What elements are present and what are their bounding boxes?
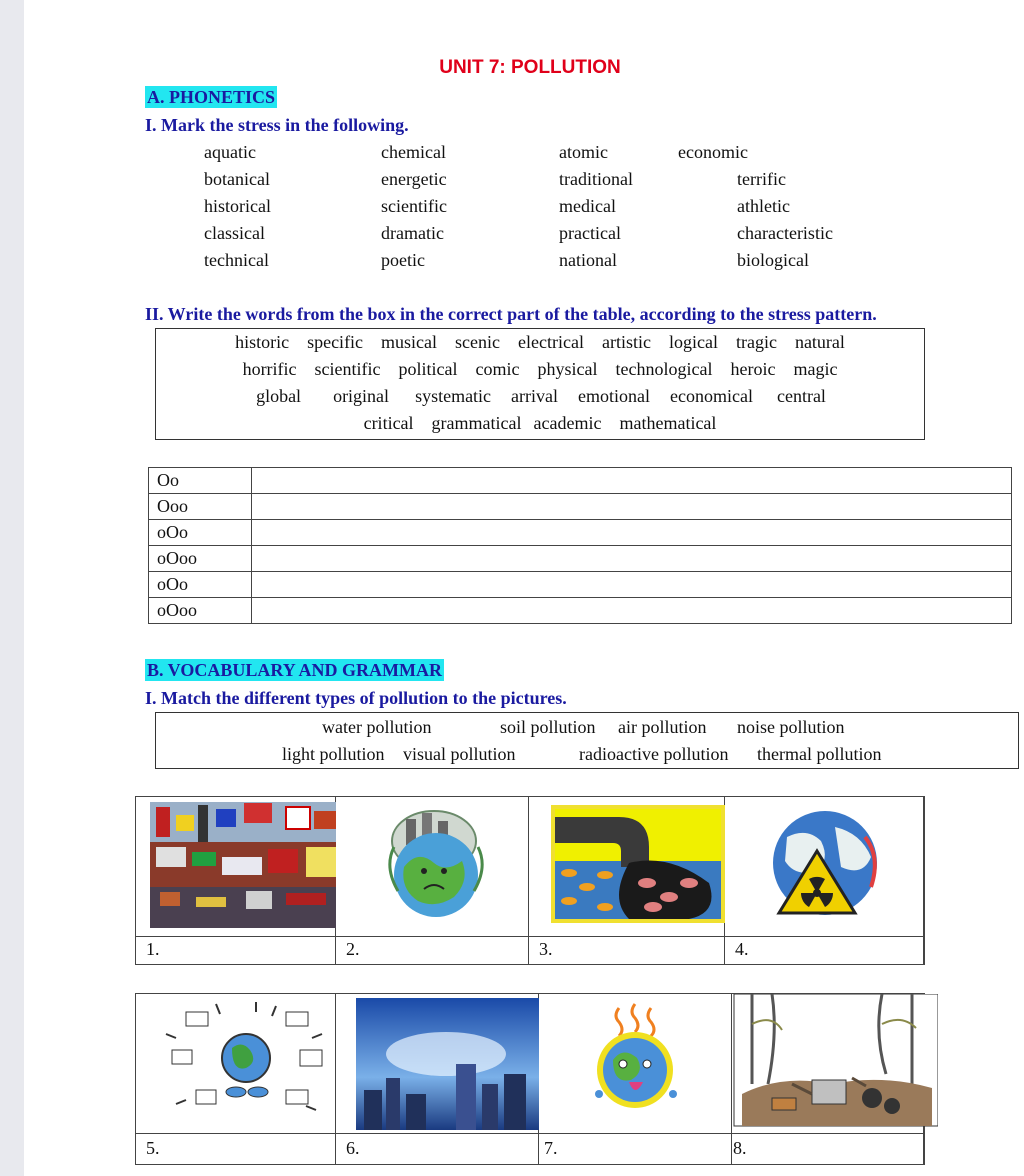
table-row — [149, 520, 1012, 546]
word: technical — [204, 250, 269, 270]
stress-pattern-table — [148, 467, 1012, 624]
pollution-type: visual pollution — [403, 744, 516, 764]
word: national — [559, 250, 617, 270]
word: characteristic — [737, 223, 833, 243]
pattern-cell: oOoo — [149, 598, 252, 624]
table-row — [149, 494, 1012, 520]
pattern-cell: oOoo — [149, 546, 252, 572]
word: specific — [307, 332, 364, 352]
radioactive-pollution-picture — [725, 797, 924, 935]
word: electrical — [518, 332, 584, 352]
picture-number: 2. — [346, 939, 360, 959]
word: chemical — [381, 142, 446, 162]
word: technological — [615, 359, 713, 379]
word: biological — [737, 250, 809, 270]
word: scenic — [455, 332, 501, 352]
pattern-cell: Ooo — [149, 494, 252, 520]
picture-cell-8 — [732, 994, 924, 1164]
answer-cell[interactable] — [252, 572, 1012, 598]
word: energetic — [381, 169, 447, 189]
word: grammatical — [431, 413, 522, 433]
table-row — [149, 572, 1012, 598]
word: classical — [204, 223, 265, 243]
section-b-label: B. VOCABULARY AND GRAMMAR — [147, 660, 443, 680]
page-title: UNIT 7: POLLUTION — [439, 57, 621, 78]
word: economic — [678, 142, 748, 162]
picture-cell-7 — [539, 994, 732, 1164]
word: athletic — [737, 196, 790, 216]
word-box-row — [156, 359, 924, 380]
word: academic — [533, 413, 602, 433]
picture-grid-2 — [135, 993, 925, 1165]
picture-cell-1 — [136, 797, 336, 964]
picture-number: 6. — [346, 1138, 360, 1158]
pattern-cell: Oo — [149, 468, 252, 494]
word: magic — [793, 359, 838, 379]
word: artistic — [601, 332, 651, 352]
pattern-cell: oOo — [149, 572, 252, 598]
picture-number: 1. — [146, 939, 160, 959]
word: dramatic — [381, 223, 444, 243]
thermal-pollution-picture — [539, 994, 732, 1132]
word: medical — [559, 196, 616, 216]
soil-pollution-picture — [732, 994, 938, 1132]
light-pollution-picture — [336, 994, 539, 1132]
picture-number: 3. — [539, 939, 553, 959]
picture-cell-3 — [529, 797, 725, 964]
word: musical — [381, 332, 438, 352]
word: poetic — [381, 250, 425, 270]
word: arrival — [511, 386, 559, 406]
answer-cell[interactable] — [252, 468, 1012, 494]
water-pollution-picture — [529, 797, 725, 935]
word: logical — [668, 332, 718, 352]
visual-pollution-picture — [136, 797, 336, 935]
pattern-cell: oOo — [149, 520, 252, 546]
word: systematic — [415, 386, 492, 406]
word-box-row — [156, 413, 924, 434]
word: practical — [559, 223, 621, 243]
picture-cell-6 — [336, 994, 539, 1164]
word: scientific — [314, 359, 381, 379]
pollution-type: water pollution — [322, 717, 432, 737]
answer-cell[interactable] — [252, 520, 1012, 546]
word: political — [398, 359, 458, 379]
page-gutter — [0, 0, 24, 1176]
word-box — [155, 328, 925, 440]
table-row — [149, 546, 1012, 572]
matching-heading: I. Match the different types of pollution to the pictures. — [145, 688, 567, 708]
word-box-row — [156, 332, 924, 353]
picture-number: 8. — [733, 1138, 747, 1158]
pollution-type: noise pollution — [737, 717, 845, 737]
word: economical — [670, 386, 753, 406]
word: critical — [363, 413, 414, 433]
pollution-type: light pollution — [282, 744, 385, 764]
word: atomic — [559, 142, 608, 162]
section-a-label: A. PHONETICS — [147, 87, 276, 107]
word: central — [776, 386, 826, 406]
exercise-2-heading: II. Write the words from the box in the correct part of the table, according to the stress pattern. — [145, 304, 877, 324]
word-box-row — [156, 386, 924, 407]
picture-number: 5. — [146, 1138, 160, 1158]
picture-number: 7. — [544, 1138, 558, 1158]
word: comic — [475, 359, 520, 379]
picture-grid-1 — [135, 796, 925, 965]
word: aquatic — [204, 142, 256, 162]
word: scientific — [381, 196, 447, 216]
picture-cell-5 — [136, 994, 336, 1164]
pollution-type: soil pollution — [500, 717, 596, 737]
table-row — [149, 598, 1012, 624]
pollution-type: air pollution — [618, 717, 707, 737]
word: horrific — [242, 359, 297, 379]
word: tragic — [735, 332, 777, 352]
picture-number: 4. — [735, 939, 749, 959]
noise-pollution-picture — [136, 994, 336, 1132]
word: physical — [537, 359, 598, 379]
answer-cell[interactable] — [252, 598, 1012, 624]
word: historical — [204, 196, 271, 216]
word: global — [256, 386, 302, 406]
air-pollution-picture — [336, 797, 529, 935]
answer-cell[interactable] — [252, 546, 1012, 572]
pollution-types-box — [155, 712, 1019, 769]
word: mathematical — [619, 413, 717, 433]
word: traditional — [559, 169, 633, 189]
pollution-type: thermal pollution — [757, 744, 882, 764]
word: botanical — [204, 169, 270, 189]
word: original — [333, 386, 390, 406]
picture-cell-4 — [725, 797, 924, 964]
word: terrific — [737, 169, 786, 189]
exercise-1-heading: I. Mark the stress in the following. — [145, 115, 409, 135]
word: heroic — [730, 359, 776, 379]
answer-cell[interactable] — [252, 494, 1012, 520]
pollution-type: radioactive pollution — [579, 744, 729, 764]
word: historic — [235, 332, 290, 352]
word: emotional — [578, 386, 650, 406]
table-row — [149, 468, 1012, 494]
picture-cell-2 — [336, 797, 529, 964]
word: natural — [794, 332, 845, 352]
